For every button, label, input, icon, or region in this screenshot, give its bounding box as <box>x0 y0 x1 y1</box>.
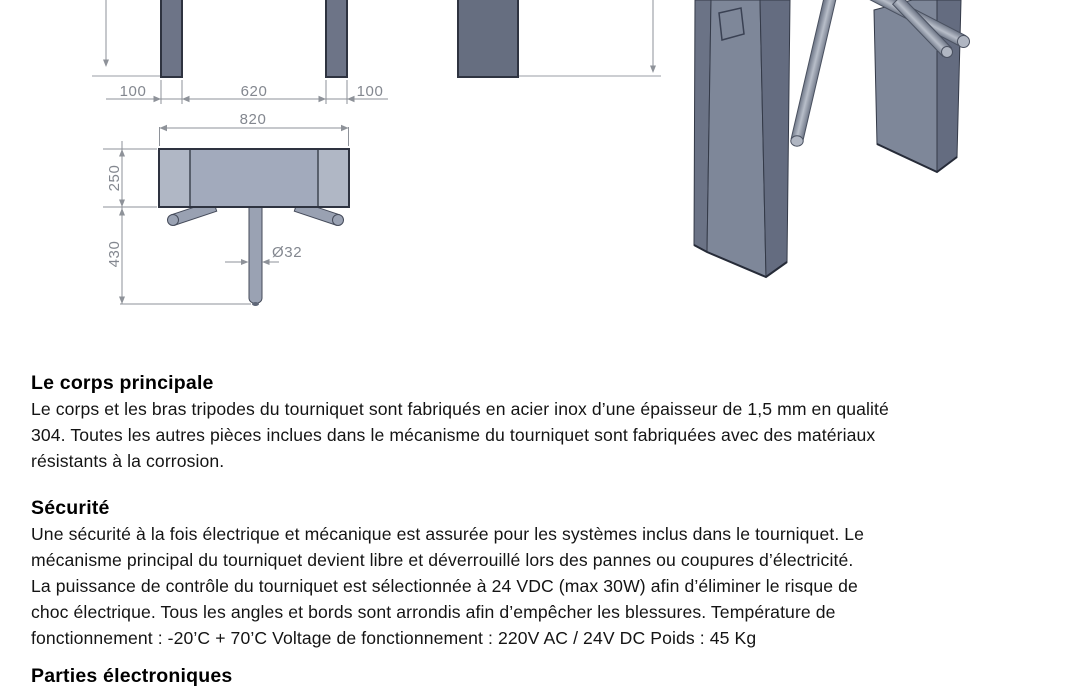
dim-label-620: 620 <box>240 83 268 100</box>
dim-label-100-right: 100 <box>356 83 384 100</box>
section-heading: Le corps principale <box>31 372 214 394</box>
paragraph-line: 304. Toutes les autres pièces inclues dans le mécanisme du tourniquet sont fabriquées avec des matériaux <box>31 425 876 445</box>
paragraph-line: Une sécurité à la fois électrique et mécanique est assurée pour les systèmes inclus dans le tourniquet. Le <box>31 524 865 544</box>
dim-label-250: 250 <box>106 164 123 192</box>
paragraph-line: La puissance de contrôle du tourniquet est sélectionnée à 24 VDC (max 30W) afin d’éliminer le risque de <box>31 576 858 596</box>
center-pole <box>249 206 262 304</box>
section-parties-electroniques <box>31 663 1021 689</box>
paragraph-line: mécanisme principal du tourniquet devient libre et déverrouillé lors des pannes ou coupures d’électricité. <box>31 550 854 570</box>
dim-label-100-left: 100 <box>119 83 147 100</box>
dim-label-820: 820 <box>239 111 267 128</box>
technical-drawing <box>0 0 1080 340</box>
dim-label-430: 430 <box>106 240 123 268</box>
paragraph-line: choc électrique. Tous les angles et bords sont arrondis afin d’empêcher les blessures. Température de <box>31 602 836 622</box>
paragraph-line: Le corps et les bras tripodes du tourniquet sont fabriqués en acier inox d’une épaisseur de 1,5 mm en qualité <box>31 399 889 419</box>
section-heading: Parties électroniques <box>31 665 233 687</box>
section-heading: Sécurité <box>31 497 110 519</box>
front-left-post <box>161 0 182 77</box>
render-left-column-front <box>707 0 766 277</box>
front-right-post <box>326 0 347 77</box>
paragraph-line: résistants à la corrosion. <box>31 451 225 471</box>
render-3d <box>694 0 970 277</box>
paragraph-line: fonctionnement : -20’C + 70’C Voltage de fonctionnement : 220V AC / 24V DC Poids : 45 Kg <box>31 628 757 648</box>
section-securite <box>31 495 1021 651</box>
plan-view-drawing <box>103 111 349 306</box>
tripod-arm-down <box>791 0 837 141</box>
front-view-drawing <box>92 0 388 104</box>
section-corps-principale <box>31 370 1021 474</box>
side-view-post <box>458 0 518 77</box>
side-view-drawing <box>458 0 661 77</box>
dim-label-diameter-32: Ø32 <box>272 244 303 261</box>
